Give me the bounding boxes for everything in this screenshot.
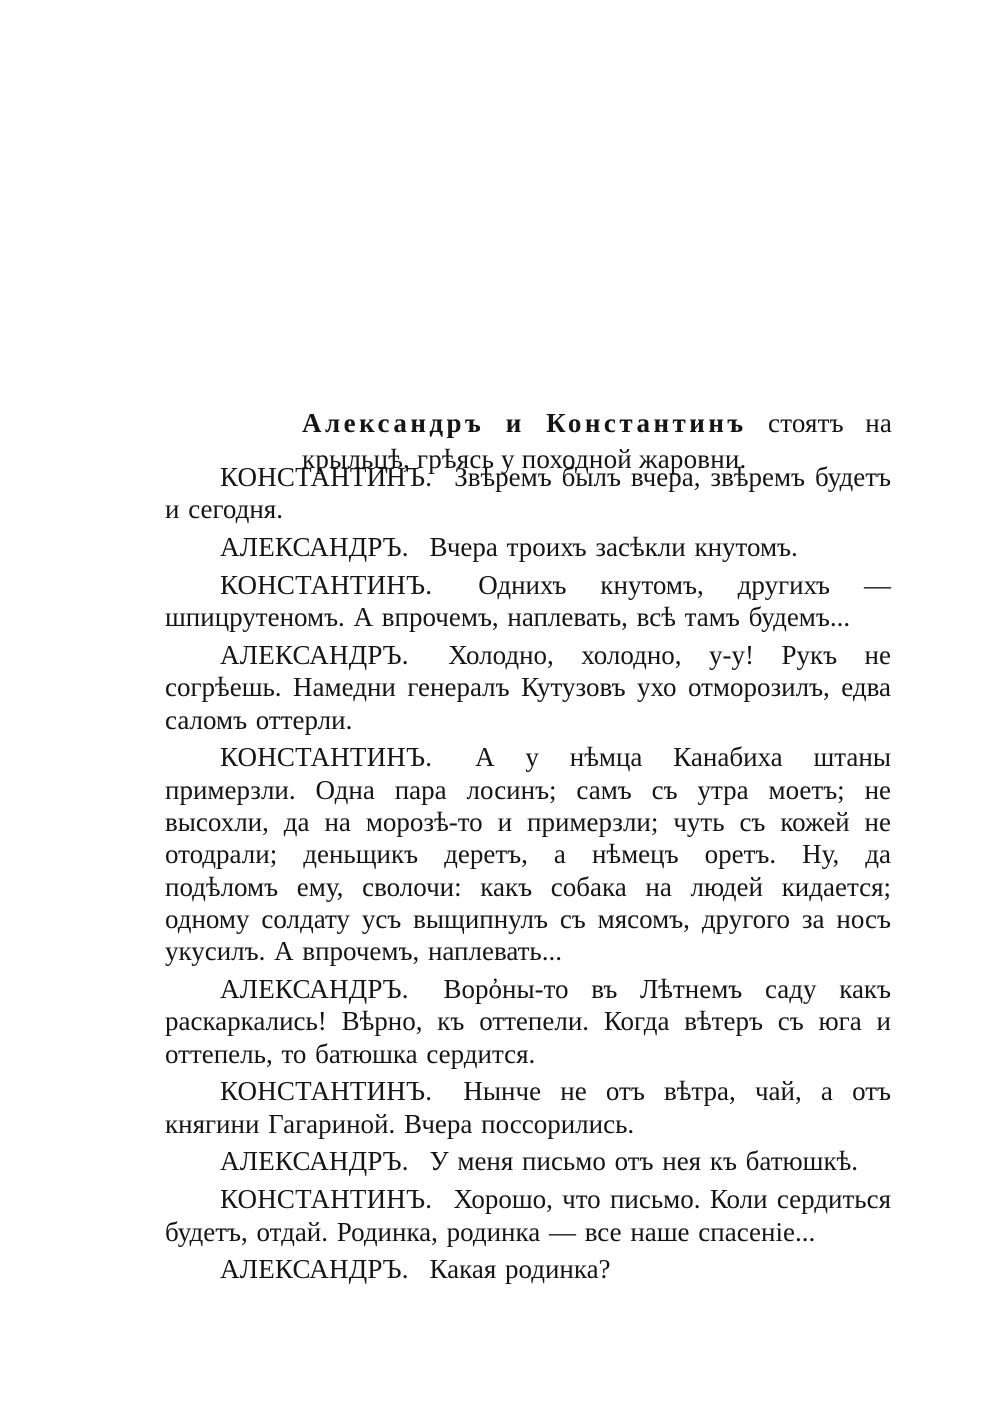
dialogue-text: Звѣремъ былъ вчера, звѣремъ будетъ и сегодня. — [165, 462, 891, 525]
dialogue-text: Холодно, холодно, у-у! Рукъ не согрѣешь. Намедни генералъ Кутузовъ ухо отморозилъ, едва саломъ оттерли. — [165, 639, 891, 735]
dialogue-line — [165, 1145, 891, 1177]
dialogue-line — [165, 741, 891, 967]
dialogue-text: Какая родинка? — [429, 1254, 611, 1285]
speaker-name: КОНСТАНТИНЪ. — [220, 1184, 433, 1215]
speaker-name: КОНСТАНТИНЪ. — [220, 462, 433, 492]
speaker-name: АЛЕКСАНДРЪ. — [220, 1254, 409, 1285]
dialogue-text: А у нѣмца Канабиха штаны примерзли. Одна пара лосинъ; самъ съ утра моетъ; не высохли, да на морозѣ-то и примерзли; чуть съ кожей не отодрали; деньщикъ деретъ, а нѣмецъ оретъ. Ну, да подѣломъ ему, сволочи: какъ собака на людей кидается; одному солдату усъ выщипнулъ съ мясомъ, другого за носъ укусилъ. А впрочемъ, наплевать... — [165, 742, 891, 967]
dialogue-line — [165, 461, 891, 526]
dialogue-line — [165, 1075, 891, 1140]
dialogue-text: Хорошо, что письмо. Коли сердиться будетъ, отдай. Родинка, родинка — все наше спасеніе... — [165, 1184, 891, 1247]
stage-direction-name-alexander: Александръ — [302, 408, 485, 438]
dialogue-line — [165, 639, 891, 736]
dialogue — [165, 461, 891, 1291]
speaker-name: КОНСТАНТИНЪ. — [220, 569, 433, 600]
dialogue-line — [165, 973, 891, 1070]
dialogue-text: Однихъ кнутомъ, другихъ — шпицрутеномъ. А впрочемъ, наплевать, всѣ тамъ будемъ... — [165, 569, 892, 633]
dialogue-line — [165, 1253, 891, 1285]
speaker-name: КОНСТАНТИНЪ. — [220, 742, 433, 773]
dialogue-text: Вчера троихъ засѣкли кнутомъ. — [429, 532, 798, 563]
speaker-name: АЛЕКСАНДРЪ. — [220, 1146, 409, 1177]
dialogue-line — [165, 531, 891, 563]
dialogue-line — [165, 569, 891, 634]
dialogue-line — [165, 1183, 891, 1248]
dialogue-text: Ворὀны-то въ Лѣтнемъ саду какъ раскаркались! Вѣрно, къ оттепели. Когда вѣтеръ съ юга и оттепель, то батюшка сердится. — [165, 973, 892, 1069]
speaker-name: АЛЕКСАНДРЪ. — [220, 639, 409, 670]
speaker-name: АЛЕКСАНДРЪ. — [220, 973, 409, 1004]
dialogue-text: Нынче не отъ вѣтра, чай, а отъ княгини Гагариной. Вчера поссорились. — [165, 1076, 891, 1139]
speaker-name: АЛЕКСАНДРЪ. — [220, 532, 409, 563]
stage-direction-name-konstantin: Константинъ — [546, 408, 747, 438]
stage-direction-text: стоятъ на крыльцѣ, грѣясь у походной жаровни. — [302, 408, 893, 474]
stage-direction-conjunction: и — [505, 408, 525, 438]
speaker-name: КОНСТАНТИНЪ. — [220, 1076, 433, 1107]
dialogue-text: У меня письмо отъ нея къ батюшкѣ. — [429, 1146, 858, 1177]
